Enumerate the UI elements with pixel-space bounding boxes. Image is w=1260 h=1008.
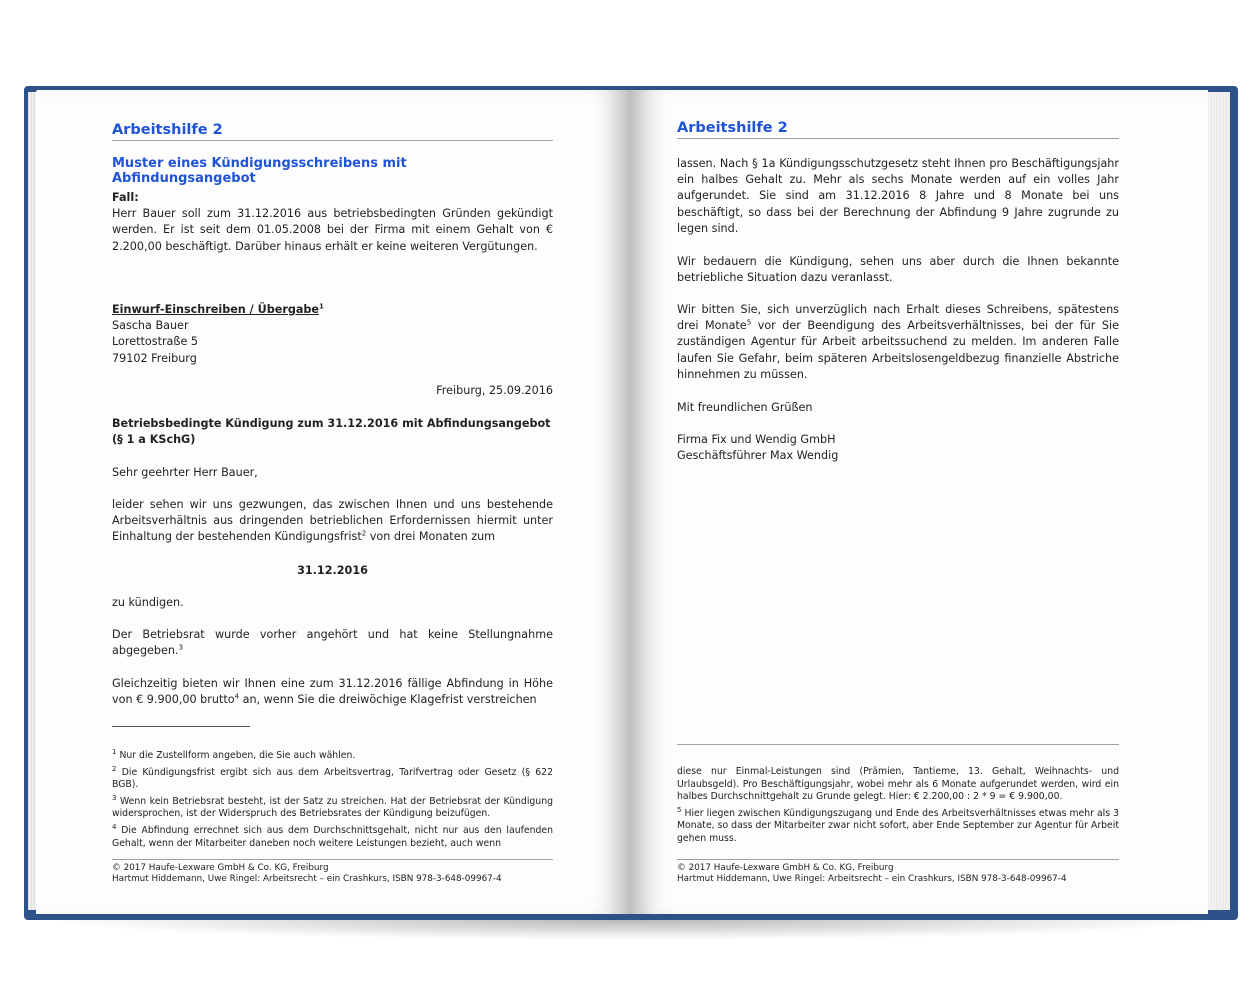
salutation: Sehr geehrter Herr Bauer, (112, 466, 258, 479)
footnote-item: $^3$ Wenn kein Betriebsrat besteht, ist der Satz zu streichen. Hat der Betriebsrat der Kündigung widersprochen, ist der Widerspruch des Betriebsrates der Kündigung beizufügen. (112, 793, 553, 820)
page-edges-right (1208, 92, 1230, 910)
place-date: Freiburg, 25.09.2016 (436, 384, 553, 397)
subject-law: (§ 1 a KSchG) (112, 433, 196, 447)
paragraph-1-text: leider sehen wir uns gezwungen, das zwischen Ihnen und uns bestehende Arbeitsverhältnis aus dringenden betrieblichen Erfordernissen hiermit unter Einhaltung der bestehenden Kündigungsfrist (112, 498, 553, 544)
case-block (112, 190, 553, 255)
paragraph-3-text: Wir bitten Sie, sich unverzüglich nach Erhalt dieses Schreibens, spätestens drei Monate (677, 303, 1119, 333)
paragraph-4-text-end: an, wenn Sie die dreiwöchige Klagefrist verstreichen (239, 693, 537, 707)
paragraph-1-text-end: von drei Monaten zum (366, 530, 496, 544)
paragraph-1: lassen. Nach § 1a Kündigungsschutzgesetz steht Ihnen pro Beschäftigungsjahr ein halbes Gehalt zu. Mehr als sechs Monate werden auf ein volles Jahr aufgerundet. Sie sind am 31.12.2016 8 Jahre und 8 Monate bei uns beschäftigt, so dass bei der Berechnung der Abfindung 9 Jahre zugrunde zu legen sind. (677, 157, 1119, 235)
fall-label: Fall: (112, 191, 139, 204)
paragraph-4-text: Gleichzeitig bieten wir Ihnen eine zum 31.12.2016 fällige Abfindung in Höhe von € 9.900,00 brutto (112, 677, 553, 707)
delivery-label: Einwurf-Einschreiben / Übergabe (112, 303, 319, 316)
footer-citation: Hartmut Hiddemann, Uwe Ringel: Arbeitsrecht – ein Crashkurs, ISBN 978-3-648-09967-4 (112, 874, 502, 884)
footnote-item: $^5$ Hier liegen zwischen Kündigungszugang und Ende des Arbeitsverhältnisses etwas mehr als 3 Monate, so dass der Mitarbeiter zwar nicht sofort, aber Ende September zur Agentur für Arbeit gehen muss. (677, 805, 1119, 844)
footnote-ref: 3 (178, 643, 184, 652)
address-city: 79102 Freiburg (112, 351, 197, 365)
paragraph-2: Wir bedauern die Kündigung, sehen uns aber durch die Ihnen bekannte betriebliche Situation dazu veranlasst. (677, 255, 1119, 285)
footer-copyright: © 2017 Haufe-Lexware GmbH & Co. KG, Freiburg (677, 863, 894, 873)
footnote-ref: 1 (319, 302, 324, 311)
subject-line: Betriebsbedingte Kündigung zum 31.12.2016 mit Abfindungsangebot (112, 417, 551, 430)
address-name: Sascha Bauer (112, 319, 189, 333)
company-name: Firma Fix und Wendig GmbH (677, 433, 836, 446)
footnote-ref: 4 (234, 692, 240, 701)
signatory: Geschäftsführer Max Wendig (677, 449, 839, 463)
footnote-divider (677, 744, 1119, 745)
footnotes (677, 766, 1119, 850)
subject-block (112, 416, 553, 448)
footer-copyright: © 2017 Haufe-Lexware GmbH & Co. KG, Freiburg (112, 863, 329, 873)
footnote-ref: 5 (746, 318, 752, 327)
paragraph-1 (112, 497, 553, 546)
right-page (630, 90, 1208, 914)
footnote-item: $^4$ Die Abfindung errechnet sich aus dem Durchschnittsgehalt, nicht nur aus den laufenden Gehalt, wenn der Mitarbeiter daneben noch weitere Leistungen bezieht, auch wenn (112, 822, 553, 849)
left-page (36, 90, 630, 914)
footnote-ref: 2 (361, 529, 367, 538)
paragraph-3-text: Der Betriebsrat wurde vorher angehört und hat keine Stellungnahme abgegeben. (112, 628, 553, 658)
footer-citation: Hartmut Hiddemann, Uwe Ringel: Arbeitsrecht – ein Crashkurs, ISBN 978-3-648-09967-4 (677, 874, 1067, 884)
paragraph-4 (112, 676, 553, 708)
page-footer (677, 859, 1119, 885)
footnotes (112, 747, 553, 854)
footnote-divider (112, 726, 250, 727)
section-title: Arbeitshilfe 2 (677, 120, 1119, 139)
subtitle: Muster eines Kündigungsschreibens mit Abfindungsangebot (112, 156, 407, 186)
paragraph-3 (677, 302, 1119, 383)
paragraph-2: zu kündigen. (112, 596, 184, 609)
page-footer (112, 859, 553, 885)
address-street: Lorettostraße 5 (112, 335, 199, 349)
footnote-item: $^1$ Nur die Zustellform angeben, die Sie auch wählen. (112, 747, 356, 761)
fall-text: Herr Bauer soll zum 31.12.2016 aus betriebsbedingten Gründen gekündigt werden. Er ist seit dem 01.05.2008 bei der Firma mit einem Gehalt von € 2.200,00 beschäftigt. Darüber hinaus erhält er keine weiteren Vergütungen. (112, 207, 553, 253)
section-title: Arbeitshilfe 2 (112, 122, 553, 141)
address-block (112, 302, 553, 367)
paragraph-3 (112, 627, 553, 659)
footnote-continuation: diese nur Einmal-Leistungen sind (Prämien, Tantieme, 13. Gehalt, Weihnachts- und Urlaubsgeld). Pro Beschäftigungsjahr, wobei mehr als 6 Monate aufgerundet werden, wird ein halbes Durchschnittgehalt zu Grunde gelegt. Hier: € 2.200,00 : 2 * 9 = € 9.900,00. (677, 766, 1119, 803)
signature-block (677, 432, 1119, 464)
footnote-item: $^2$ Die Kündigungsfrist ergibt sich aus dem Arbeitsvertrag, Tarifvertrag oder Gesetz (§ 622 BGB). (112, 764, 553, 791)
termination-date: 31.12.2016 (297, 564, 368, 577)
closing: Mit freundlichen Grüßen (677, 401, 813, 414)
paragraph-3-text-end: vor der Beendigung des Arbeitsverhältnisses, bei der für Sie zuständigen Agentur für Arbeit arbeitssuchend zu melden. Im anderen Falle laufen Sie Gefahr, beim späteren Arbeitslosengeldbezug finanzielle Abstriche hinnehmen zu müssen. (677, 319, 1119, 381)
